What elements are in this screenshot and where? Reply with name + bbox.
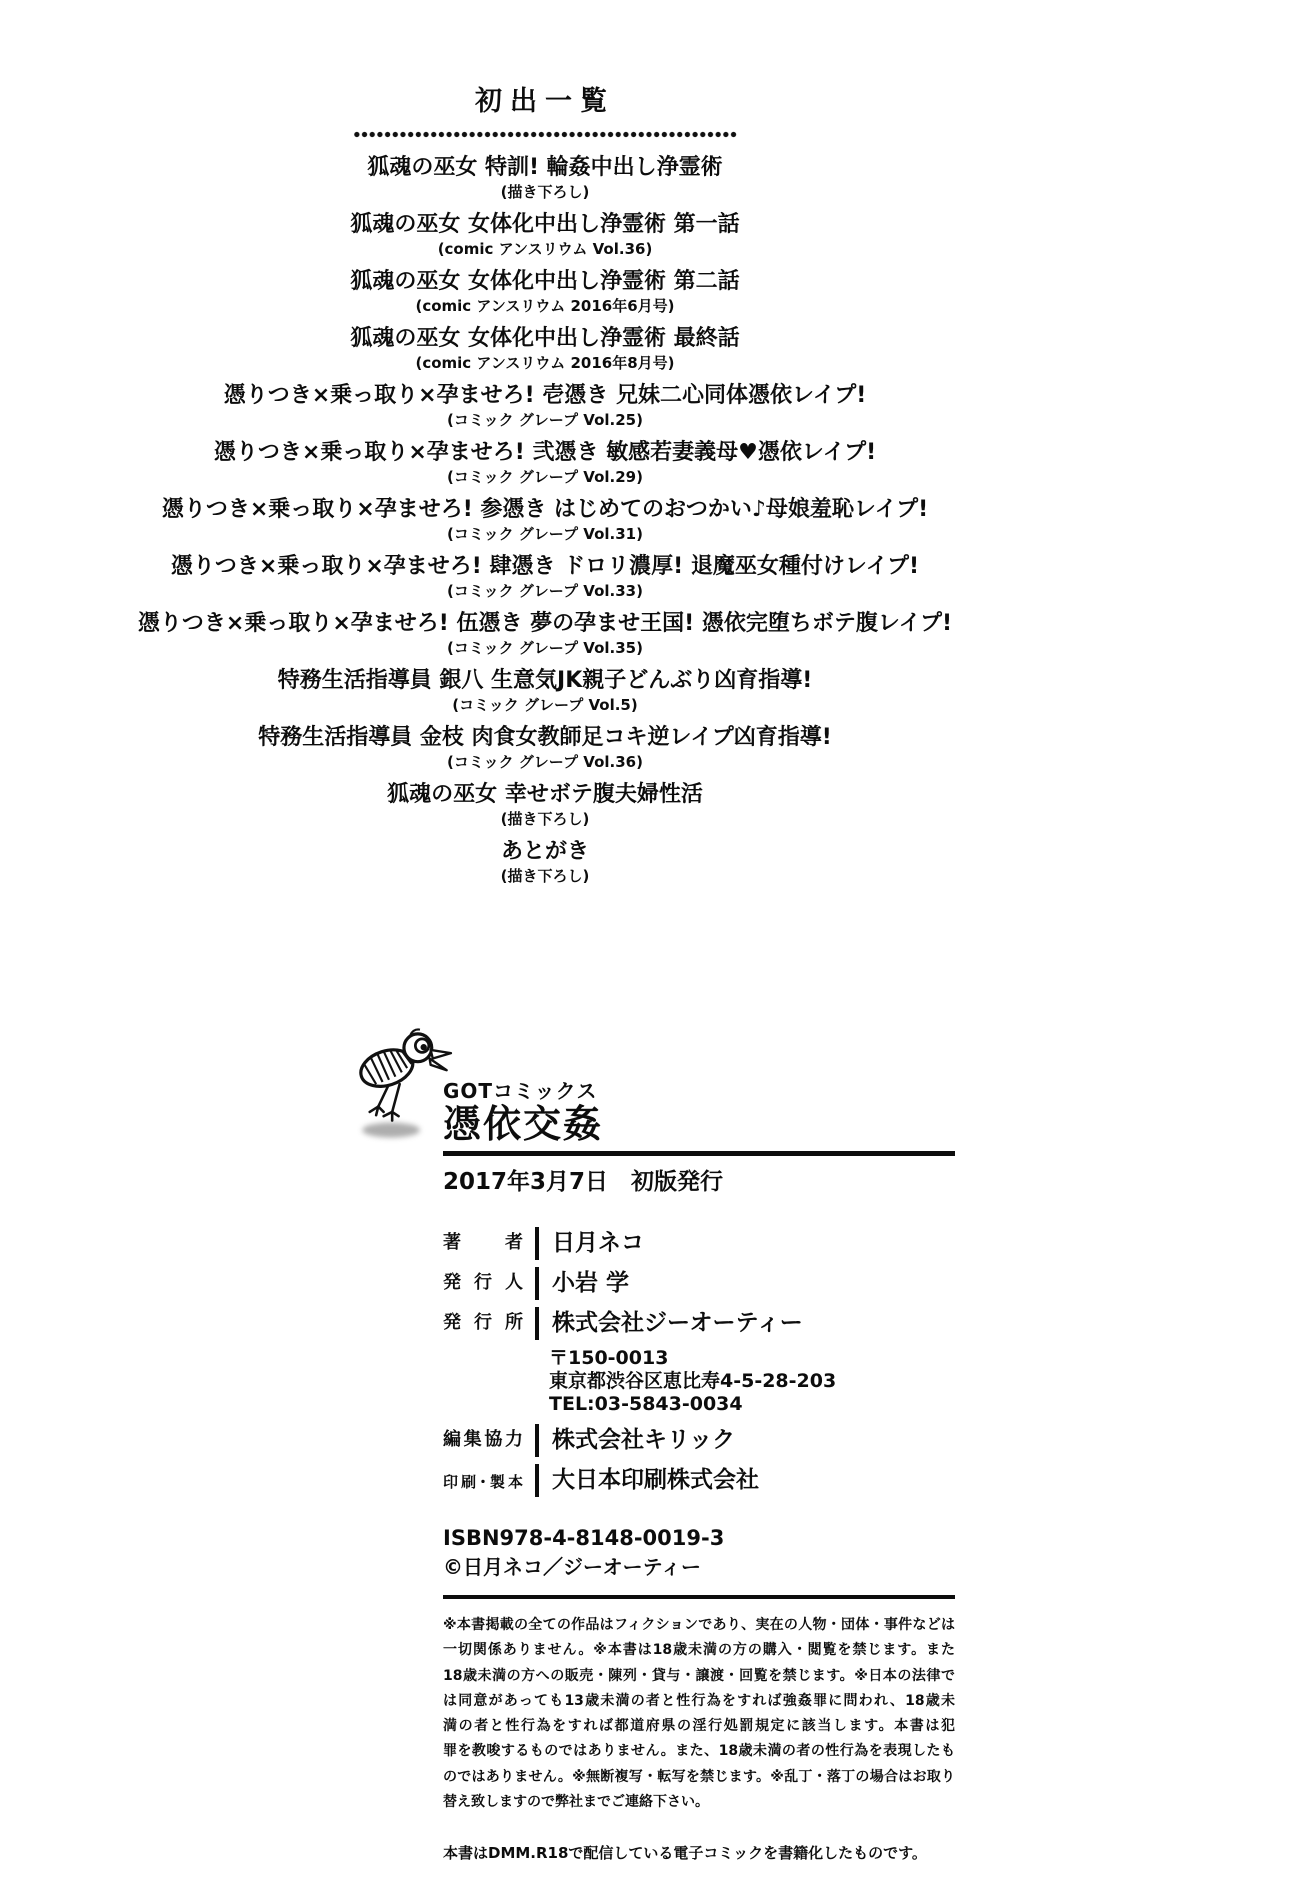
- credits-table: [443, 1227, 955, 1497]
- work-entry: [0, 782, 1090, 829]
- book-title: 憑依交姦: [443, 1102, 604, 1146]
- work-title: 狐魂の巫女 女体化中出し浄霊術 最終話: [350, 326, 740, 351]
- phone-number: TEL:03-5843-0034: [549, 1393, 743, 1415]
- work-title: 憑りつき×乗っ取り×孕ませろ! 壱憑き 兄妹二心同体憑依レイプ!: [223, 383, 867, 408]
- publisher-address: [549, 1347, 955, 1416]
- street-address: 東京都渋谷区恵比寿4-5-28-203: [549, 1370, 837, 1392]
- divider-thin: [443, 1595, 955, 1599]
- legal-line: 一切関係ありません。※本書は18歳未満の方の購入・閲覧を禁じます。また: [443, 1642, 955, 1659]
- credit-value: 小岩 学: [535, 1267, 629, 1300]
- isbn: ISBN978-4-8148-0019-3: [443, 1526, 725, 1550]
- work-title: 狐魂の巫女 特訓! 輪姦中出し浄霊術: [367, 155, 723, 180]
- work-entry: [0, 725, 1090, 772]
- credit-row-publisher-person: [443, 1267, 955, 1300]
- page-title: 初出一覧: [475, 86, 615, 117]
- legal-disclaimer: [443, 1613, 955, 1815]
- colophon: [443, 1080, 955, 1864]
- credit-row-editing: [443, 1424, 955, 1457]
- work-entry: [0, 554, 1090, 601]
- work-title: 憑りつき×乗っ取り×孕ませろ! 弐憑き 敏感若妻義母♥憑依レイプ!: [213, 440, 877, 465]
- work-title: 特務生活指導員 銀八 生意気JK親子どんぶり凶育指導!: [277, 668, 813, 693]
- work-source: (comic アンスリウム 2016年8月号): [415, 354, 675, 372]
- credit-label: 著者: [443, 1232, 523, 1253]
- legal-line: 罪を教唆するものではありません。また、18歳未満の者の性行為を表現したも: [443, 1743, 955, 1760]
- work-source: (描き下ろし): [500, 810, 590, 828]
- work-source: (コミック グレープ Vol.5): [452, 696, 638, 714]
- credit-value: 大日本印刷株式会社: [535, 1464, 759, 1497]
- credit-row-printing: [443, 1464, 955, 1497]
- work-source: (コミック グレープ Vol.31): [447, 525, 643, 543]
- credit-row-publisher-company: [443, 1307, 955, 1340]
- dotted-divider: [353, 131, 737, 138]
- work-entry: [0, 326, 1090, 373]
- work-source: (comic アンスリウム Vol.36): [437, 240, 653, 258]
- work-entry: [0, 383, 1090, 430]
- work-title: 狐魂の巫女 幸せボテ腹夫婦性活: [387, 782, 703, 807]
- digital-edition-note: 本書はDMM.R18で配信している電子コミックを書籍化したものです。: [443, 1844, 927, 1863]
- work-source: (コミック グレープ Vol.35): [447, 639, 643, 657]
- credit-label: 発行所: [443, 1312, 523, 1333]
- work-source: (comic アンスリウム 2016年6月号): [415, 297, 675, 315]
- work-title: 憑りつき×乗っ取り×孕ませろ! 伍憑き 夢の孕ませ王国! 憑依完堕ちボテ腹レイプ!: [137, 611, 953, 636]
- work-source: (描き下ろし): [500, 183, 590, 201]
- legal-line: 18歳未満の方への販売・陳列・貸与・譲渡・回覧を禁じます。※日本の法律で: [443, 1667, 955, 1684]
- work-entry: [0, 440, 1090, 487]
- credit-value: 株式会社ジーオーティー: [535, 1307, 803, 1340]
- work-entry: [0, 611, 1090, 658]
- work-source: (コミック グレープ Vol.25): [447, 411, 643, 429]
- legal-line: 替え致しますので弊社までご連絡下さい。: [443, 1794, 709, 1811]
- work-entry: [0, 155, 1090, 202]
- work-title: 狐魂の巫女 女体化中出し浄霊術 第二話: [350, 269, 740, 294]
- work-source: (描き下ろし): [500, 867, 590, 885]
- credit-row-author: [443, 1227, 955, 1260]
- work-title: 狐魂の巫女 女体化中出し浄霊術 第一話: [350, 212, 740, 237]
- work-title: 特務生活指導員 金枝 肉食女教師足コキ逆レイプ凶育指導!: [258, 725, 832, 750]
- imprint-label: GOTコミックス: [443, 1079, 598, 1103]
- work-title: 憑りつき×乗っ取り×孕ませろ! 参憑き はじめてのおつかい♪母娘羞恥レイプ!: [161, 497, 929, 522]
- copyright: ©日月ネコ／ジーオーティー: [443, 1555, 701, 1579]
- work-title: あとがき: [500, 839, 589, 864]
- legal-line: は同意があっても13歳未満の者と性行為をすれば強姦罪に問われ、18歳未: [443, 1692, 955, 1709]
- work-entry: [0, 212, 1090, 259]
- work-entry: [0, 839, 1090, 886]
- bird-logo-icon: [346, 1020, 464, 1144]
- work-entry: [0, 668, 1090, 715]
- work-source: (コミック グレープ Vol.36): [447, 753, 643, 771]
- work-title: 憑りつき×乗っ取り×孕ませろ! 肆憑き ドロリ濃厚! 退魔巫女種付けレイプ!: [170, 554, 920, 579]
- work-source: (コミック グレープ Vol.33): [447, 582, 643, 600]
- credit-label: 印刷･製本: [443, 1473, 523, 1491]
- legal-line: ※本書掲載の全ての作品はフィクションであり、実在の人物・団体・事件などは: [443, 1617, 955, 1633]
- legal-line: 満の者と性行為をすれば都道府県の淫行処罰規定に該当します。本書は犯: [443, 1718, 955, 1735]
- work-entry: [0, 269, 1090, 316]
- credit-value: 株式会社キリック: [535, 1424, 735, 1457]
- work-source: (コミック グレープ Vol.29): [447, 468, 643, 486]
- first-publication-list: [0, 86, 1090, 896]
- work-entry: [0, 497, 1090, 544]
- credit-label: 発行人: [443, 1272, 523, 1293]
- legal-line: のではありません。※無断複写・転写を禁じます。※乱丁・落丁の場合はお取り: [443, 1768, 955, 1785]
- postal-code: 〒150-0013: [549, 1347, 669, 1369]
- credit-label: 編集協力: [443, 1429, 523, 1450]
- credit-value: 日月ネコ: [535, 1227, 644, 1260]
- edition-date: 2017年3月7日 初版発行: [443, 1169, 724, 1195]
- divider-thick: [443, 1151, 955, 1156]
